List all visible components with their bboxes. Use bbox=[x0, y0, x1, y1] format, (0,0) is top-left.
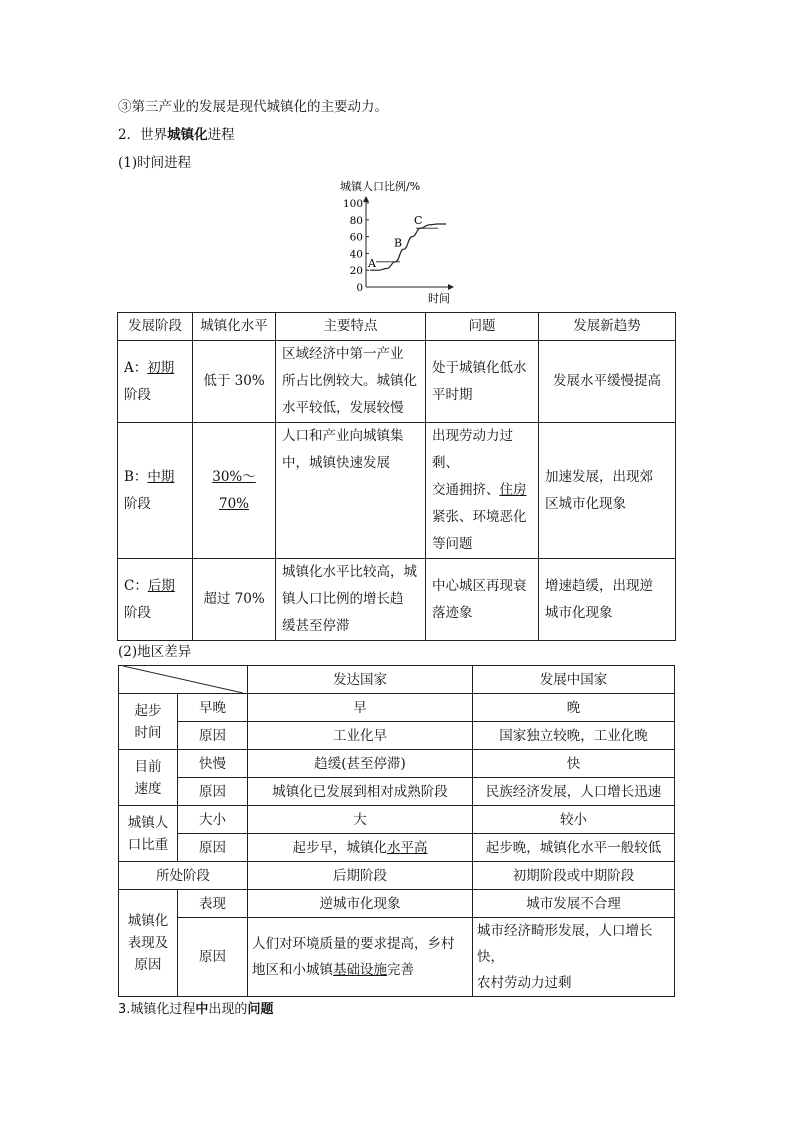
table-row bbox=[119, 862, 675, 890]
stage-label: B bbox=[394, 236, 403, 250]
stage-prefix: A： bbox=[124, 359, 148, 376]
trend-cell: 发展水平缓慢提高 bbox=[539, 341, 676, 423]
series-line bbox=[370, 224, 446, 270]
header-level: 城镇化水平 bbox=[193, 313, 276, 341]
cell-text: 人们对环境质量的要求提高，乡村 bbox=[252, 936, 455, 952]
developing-cell: 初期阶段或中期阶段 bbox=[473, 862, 675, 890]
row-label: 早晚 bbox=[178, 694, 248, 722]
diagonal-line bbox=[123, 666, 243, 693]
problem-line: 出现劳动力过剩、 bbox=[432, 428, 513, 471]
stage-cell bbox=[118, 559, 193, 641]
feature-line: 镇人口比例的增长趋 bbox=[282, 591, 404, 607]
header-developed: 发达国家 bbox=[248, 666, 473, 694]
developing-cell: 较小 bbox=[473, 806, 675, 834]
developing-cell: 城市发展不合理 bbox=[473, 890, 675, 918]
y-tick-label: 80 bbox=[349, 214, 363, 227]
stage-underlined: 后期 bbox=[147, 577, 175, 594]
feature-line: 水平较低，发展较慢 bbox=[282, 400, 404, 416]
developed-cell: 逆城市化现象 bbox=[248, 890, 473, 918]
table-row bbox=[118, 423, 676, 559]
cell-text: 城市经济畸形发展，人口增长快， bbox=[477, 923, 653, 965]
developed-cell bbox=[248, 918, 473, 997]
urbanization-stages-table bbox=[117, 312, 676, 641]
group-line: 口比重 bbox=[127, 836, 169, 853]
trend-line: 加速发展，出现郊 bbox=[545, 468, 653, 485]
cell-underlined: 基础设施 bbox=[333, 962, 387, 978]
developed-cell: 后期阶段 bbox=[248, 862, 473, 890]
trend-cell bbox=[539, 423, 676, 559]
feature-cell bbox=[276, 559, 426, 641]
header-stage: 发展阶段 bbox=[118, 313, 193, 341]
row-label: 原因 bbox=[178, 834, 248, 862]
group-line: 原因 bbox=[134, 957, 162, 973]
table-row bbox=[119, 806, 675, 834]
stage-label: A bbox=[368, 256, 376, 270]
heading-rest: 进程 bbox=[207, 127, 235, 143]
group-start-time bbox=[119, 694, 178, 750]
group-line: 起步 bbox=[134, 702, 162, 719]
trend-line: 区城市化现象 bbox=[545, 495, 626, 512]
developed-cell: 趋缓(甚至停滞) bbox=[248, 750, 473, 778]
table-row bbox=[119, 778, 675, 806]
table-row bbox=[119, 918, 675, 997]
level-underlined: 30%～70% bbox=[212, 468, 256, 512]
cell-text: 地区和小城镇 bbox=[252, 962, 333, 978]
heading-bold: 城镇化 bbox=[167, 127, 208, 143]
stage-prefix: C： bbox=[124, 577, 148, 594]
feature-line: 所占比例较大。城镇化 bbox=[282, 373, 417, 389]
stage-prefix: B： bbox=[124, 468, 148, 485]
stage-suffix: 阶段 bbox=[124, 604, 151, 621]
trend-line: 城市化现象 bbox=[545, 604, 613, 621]
group-line: 时间 bbox=[134, 724, 162, 741]
cell-text: 起步早，城镇化 bbox=[292, 839, 387, 856]
feature-cell bbox=[276, 341, 426, 423]
problem-line: 处于城镇化低水 bbox=[432, 359, 527, 376]
feature-line: 缓甚至停滞 bbox=[282, 618, 350, 634]
cell-text: 农村劳动力过剩 bbox=[477, 975, 572, 991]
stage-underlined: 初期 bbox=[147, 359, 175, 376]
developed-cell: 城镇化已发展到相对成熟阶段 bbox=[248, 778, 473, 806]
developing-cell: 快 bbox=[473, 750, 675, 778]
row-label-stage: 所处阶段 bbox=[119, 862, 248, 890]
group-urbanization-manifestation bbox=[119, 890, 178, 997]
feature-line: 区域经济中第一产业 bbox=[282, 346, 404, 362]
heading-number: 2．世界 bbox=[118, 127, 168, 143]
problem-line: 紧张、环境恶化 bbox=[432, 509, 527, 525]
problem-underlined: 住房 bbox=[499, 482, 527, 498]
level-cell bbox=[193, 423, 276, 559]
row-label: 大小 bbox=[178, 806, 248, 834]
developing-cell: 国家独立较晚，工业化晚 bbox=[473, 722, 675, 750]
header-features: 主要特点 bbox=[276, 313, 426, 341]
section-heading-problems bbox=[118, 998, 273, 1017]
table-row bbox=[119, 694, 675, 722]
problem-line: 交通拥挤、 bbox=[432, 482, 500, 498]
diagonal-header-cell bbox=[119, 666, 248, 694]
developing-cell: 晚 bbox=[473, 694, 675, 722]
stage-suffix: 阶段 bbox=[124, 495, 151, 512]
developed-cell: 早 bbox=[248, 694, 473, 722]
header-problems: 问题 bbox=[426, 313, 539, 341]
group-line: 速度 bbox=[134, 780, 162, 797]
chart-xlabel: 时间 bbox=[428, 292, 450, 305]
level-cell: 低于 30% bbox=[193, 341, 276, 423]
heading-part: 出现的 bbox=[208, 1002, 248, 1017]
y-tick-label: 40 bbox=[349, 248, 363, 261]
developing-cell bbox=[473, 918, 675, 997]
group-current-speed bbox=[119, 750, 178, 806]
row-label: 快慢 bbox=[178, 750, 248, 778]
cell-underlined: 水平高 bbox=[387, 839, 428, 856]
y-tick-label: 60 bbox=[349, 231, 363, 244]
row-label: 原因 bbox=[178, 918, 248, 997]
developed-cell: 工业化早 bbox=[248, 722, 473, 750]
developing-cell: 民族经济发展，人口增长迅速 bbox=[473, 778, 675, 806]
problem-cell bbox=[426, 423, 539, 559]
level-cell: 超过 70% bbox=[193, 559, 276, 641]
header-developing: 发展中国家 bbox=[473, 666, 675, 694]
table-row bbox=[119, 750, 675, 778]
developed-cell: 大 bbox=[248, 806, 473, 834]
y-tick-label: 0 bbox=[356, 282, 363, 294]
paragraph-tertiary-industry: ③第三产业的发展是现代城镇化的主要动力。 bbox=[118, 99, 388, 115]
y-tick-label: 100 bbox=[342, 198, 363, 210]
problem-line: 落迹象 bbox=[432, 604, 473, 621]
problem-line: 平时期 bbox=[432, 386, 473, 403]
stage-label: C bbox=[414, 214, 423, 227]
x-axis-arrow bbox=[448, 284, 454, 290]
subheading-regional-difference: (2)地区差异 bbox=[118, 644, 192, 660]
row-label: 原因 bbox=[178, 722, 248, 750]
urbanization-s-curve-chart bbox=[330, 178, 460, 308]
stage-cell bbox=[118, 341, 193, 423]
section-heading-world-urbanization bbox=[118, 123, 235, 143]
group-line: 城镇化 bbox=[127, 913, 169, 929]
feature-line: 中，城镇快速发展 bbox=[282, 455, 390, 471]
trend-cell bbox=[539, 559, 676, 641]
problem-cell bbox=[426, 341, 539, 423]
subheading-time-process: (1)时间进程 bbox=[118, 155, 192, 171]
table-row bbox=[119, 722, 675, 750]
row-label: 原因 bbox=[178, 778, 248, 806]
y-tick-label: 20 bbox=[349, 265, 363, 278]
regional-difference-table bbox=[118, 665, 675, 997]
problem-cell bbox=[426, 559, 539, 641]
header-trend: 发展新趋势 bbox=[539, 313, 676, 341]
table-row bbox=[119, 834, 675, 862]
group-line: 表现及 bbox=[127, 935, 169, 951]
y-axis-arrow bbox=[363, 196, 369, 202]
table-row bbox=[119, 890, 675, 918]
problem-line: 等问题 bbox=[432, 536, 473, 552]
group-line: 城镇人 bbox=[127, 814, 169, 831]
feature-cell bbox=[276, 423, 426, 559]
trend-line: 增速趋缓，出现逆 bbox=[545, 577, 653, 594]
cell-text: 完善 bbox=[387, 962, 414, 978]
feature-line: 人口和产业向城镇集 bbox=[282, 428, 404, 444]
group-urban-share bbox=[119, 806, 178, 862]
y-axis-ticks bbox=[343, 198, 369, 294]
table-row bbox=[118, 559, 676, 641]
stage-underlined: 中期 bbox=[147, 468, 175, 485]
feature-line: 城镇化水平比较高，城 bbox=[282, 564, 417, 580]
developing-cell: 起步晚，城镇化水平一般较低 bbox=[473, 834, 675, 862]
stage-cell bbox=[118, 423, 193, 559]
heading-bold: 问题 bbox=[247, 1002, 274, 1017]
problem-line: 中心城区再现衰 bbox=[432, 577, 527, 594]
heading-bold: 中 bbox=[195, 1002, 209, 1017]
table-header-row bbox=[119, 666, 675, 694]
developed-cell bbox=[248, 834, 473, 862]
stage-suffix: 阶段 bbox=[124, 386, 151, 403]
table-row bbox=[118, 341, 676, 423]
chart-ylabel: 城镇人口比例/% bbox=[340, 180, 421, 193]
group-line: 目前 bbox=[134, 758, 162, 775]
heading-part: 3.城镇化过程 bbox=[118, 1002, 196, 1017]
row-label: 表现 bbox=[178, 890, 248, 918]
